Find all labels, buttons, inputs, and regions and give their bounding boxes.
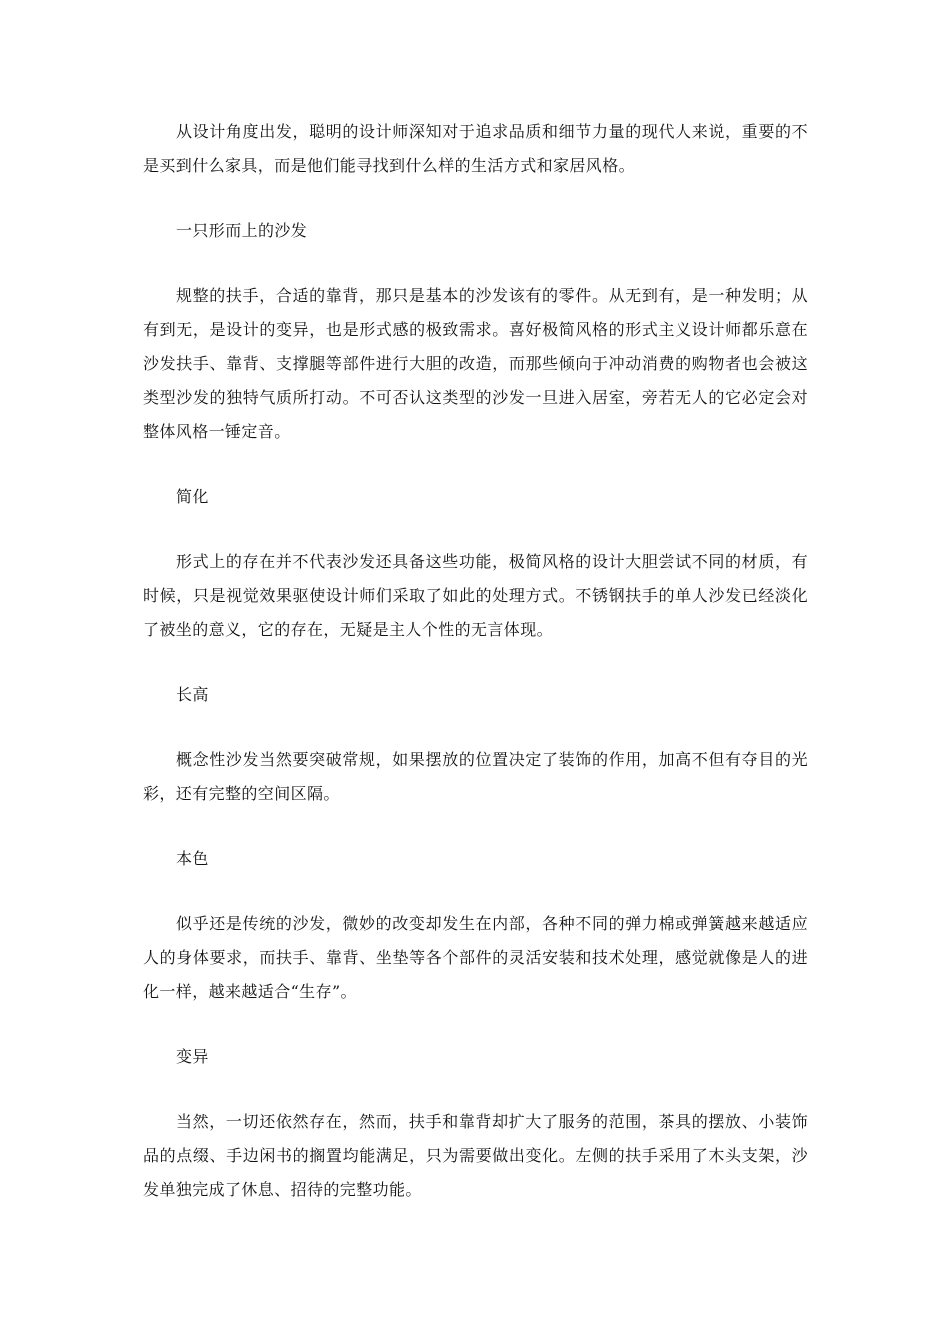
section-body-simplify: 形式上的存在并不代表沙发还具备这些功能，极简风格的设计大胆尝试不同的材质，有时候，只是视觉效果驱使设计师们采取了如此的处理方式。不锈钢扶手的单人沙发已经淡化了被坐的意义，它的存在，无疑是主人个性的无言体现。 bbox=[143, 552, 808, 639]
section-body-natural: 似乎还是传统的沙发，微妙的改变却发生在内部，各种不同的弹力棉或弹簧越来越适应人的身体要求，而扶手、靠背、坐垫等各个部件的灵活安装和技术处理，感觉就像是人的进化一样，越来越适合“生存”。 bbox=[143, 914, 808, 1001]
document-page bbox=[143, 115, 808, 1238]
intro-paragraph: 从设计角度出发，聪明的设计师深知对于追求品质和细节力量的现代人来说，重要的不是买到什么家具，而是他们能寻找到什么样的生活方式和家居风格。 bbox=[143, 122, 808, 175]
section-heading-formal-sofa: 一只形而上的沙发 bbox=[176, 221, 308, 240]
section-heading-natural: 本色 bbox=[176, 849, 209, 868]
section-body-taller: 概念性沙发当然要突破常规，如果摆放的位置决定了装饰的作用，加高不但有夺目的光彩，还有完整的空间区隔。 bbox=[143, 750, 808, 803]
section-heading-taller: 长高 bbox=[176, 685, 209, 704]
section-heading-variation: 变异 bbox=[176, 1047, 209, 1066]
section-heading-simplify: 简化 bbox=[176, 487, 209, 506]
section-body-variation: 当然，一切还依然存在，然而，扶手和靠背却扩大了服务的范围，茶具的摆放、小装饰品的点缀、手边闲书的搁置均能满足，只为需要做出变化。左侧的扶手采用了木头支架，沙发单独完成了休息、招待的完整功能。 bbox=[143, 1112, 808, 1199]
section-body-formal-sofa: 规整的扶手，合适的靠背，那只是基本的沙发该有的零件。从无到有，是一种发明；从有到无，是设计的变异，也是形式感的极致需求。喜好极简风格的形式主义设计师都乐意在沙发扶手、靠背、支撑腿等部件进行大胆的改造，而那些倾向于冲动消费的购物者也会被这类型沙发的独特气质所打动。不可否认这类型的沙发一旦进入居室，旁若无人的它必定会对整体风格一锤定音。 bbox=[143, 286, 808, 441]
